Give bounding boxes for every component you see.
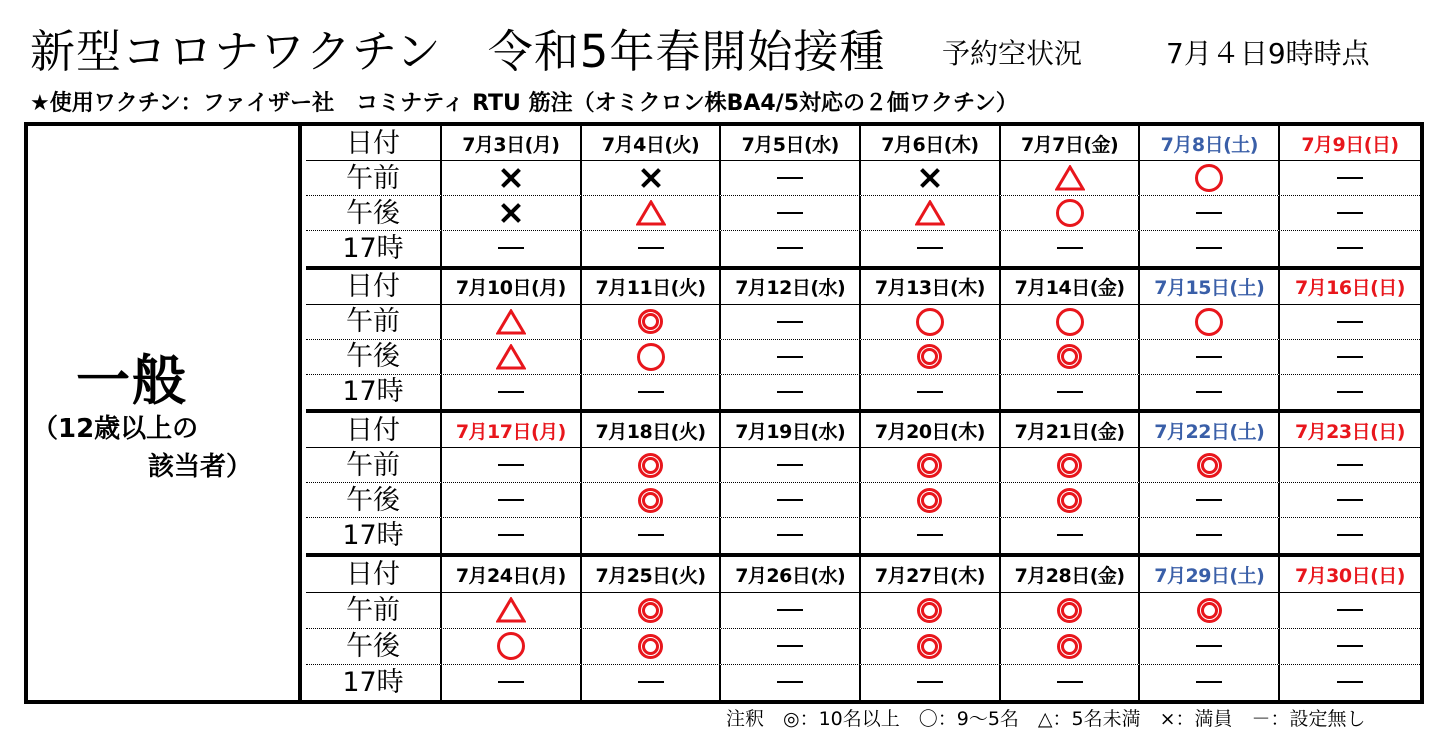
status-cell [582, 340, 722, 374]
dash-mark [777, 247, 803, 249]
date-row-label: 日付 [306, 557, 442, 592]
status-cell [1280, 593, 1420, 628]
circle-mark [916, 308, 944, 336]
date-cell [1280, 270, 1420, 304]
status-cell [582, 483, 722, 517]
date-row [306, 557, 1420, 593]
double-circle-mark [917, 453, 942, 478]
am-row-label: 午前 [306, 161, 442, 195]
status-cell [721, 665, 861, 700]
circle-mark [1056, 199, 1084, 227]
date-cell [721, 413, 861, 447]
circle-mark [1056, 308, 1084, 336]
triangle-mark [496, 344, 526, 370]
status-cell [1140, 448, 1280, 482]
dash-mark [1337, 356, 1363, 358]
pm-row [306, 196, 1420, 231]
dash-mark [777, 212, 803, 214]
triangle-mark [636, 200, 666, 226]
status-cell [1001, 161, 1141, 195]
status-cell [861, 448, 1001, 482]
cross-mark [501, 168, 521, 188]
date-text: 7月10日(月) [455, 277, 566, 300]
date-cell [861, 126, 1001, 160]
status-cell [1001, 593, 1141, 628]
am-row [306, 448, 1420, 483]
status-cell [442, 665, 582, 700]
date-text: 7月11日(火) [595, 277, 706, 300]
status-cell [861, 593, 1001, 628]
date-text: 7月7日(金) [1020, 133, 1119, 156]
triangle-mark [496, 309, 526, 335]
status-cell [442, 231, 582, 265]
status-cell [442, 196, 582, 230]
dash-mark [638, 681, 664, 683]
date-cell [442, 557, 582, 592]
date-cell [721, 557, 861, 592]
status-cell [721, 305, 861, 339]
status-cell [1140, 665, 1280, 700]
legend-note: 注釈 ◎：10名以上 〇：9～5名 △：5名未満 ×：満員 －：設定無し [726, 708, 1366, 730]
status-cell [861, 161, 1001, 195]
double-circle-mark [638, 598, 663, 623]
status-cell [582, 629, 722, 664]
status-cell [1280, 665, 1420, 700]
evening-row [306, 231, 1420, 265]
status-cell [721, 448, 861, 482]
status-cell [1140, 196, 1280, 230]
double-circle-mark [638, 488, 663, 513]
status-cell [1280, 518, 1420, 552]
dash-mark [1057, 247, 1083, 249]
date-text: 7月12日(水) [735, 277, 846, 300]
circle-mark [637, 343, 665, 371]
dash-mark [1337, 177, 1363, 179]
evening-row [306, 665, 1420, 700]
dash-mark [498, 534, 524, 536]
double-circle-mark [917, 488, 942, 513]
status-cell [442, 629, 582, 664]
dash-mark [1337, 534, 1363, 536]
double-circle-mark [1057, 634, 1082, 659]
date-text: 7月6日(木) [881, 133, 979, 156]
status-cell [442, 305, 582, 339]
double-circle-mark [1057, 344, 1082, 369]
pm-row-label: 午後 [306, 629, 442, 664]
triangle-mark [915, 200, 945, 226]
date-text: 7月19日(水) [735, 420, 846, 443]
date-text: 7月20日(木) [874, 420, 985, 443]
date-cell [861, 270, 1001, 304]
date-row [306, 413, 1420, 448]
evening-row-label: 17時 [306, 375, 442, 409]
double-circle-mark [1057, 598, 1082, 623]
status-cell [721, 593, 861, 628]
date-row-label: 日付 [306, 413, 442, 447]
date-cell [861, 413, 1001, 447]
double-circle-mark [1057, 453, 1082, 478]
date-cell [1280, 126, 1420, 160]
status-cell [1280, 231, 1420, 265]
am-row [306, 161, 1420, 196]
schedule-grid [306, 126, 1420, 700]
status-cell [721, 231, 861, 265]
date-text: 7月26日(水) [735, 564, 846, 587]
pm-row-label: 午後 [306, 196, 442, 230]
date-text: 7月16日(日) [1294, 277, 1405, 300]
status-cell [861, 629, 1001, 664]
dash-mark [498, 391, 524, 393]
dash-mark [498, 681, 524, 683]
dash-mark [638, 247, 664, 249]
dash-mark [1196, 681, 1222, 683]
date-text: 7月24日(月) [455, 564, 566, 587]
dash-mark [777, 681, 803, 683]
date-row-label: 日付 [306, 126, 442, 160]
pm-row [306, 629, 1420, 665]
status-cell [1140, 629, 1280, 664]
status-cell [1001, 196, 1141, 230]
dash-mark [1337, 609, 1363, 611]
dash-mark [498, 247, 524, 249]
status-cell [1001, 629, 1141, 664]
evening-row [306, 375, 1420, 409]
status-cell [861, 518, 1001, 552]
date-cell [1001, 270, 1141, 304]
status-cell [861, 483, 1001, 517]
am-row [306, 305, 1420, 340]
pm-row [306, 340, 1420, 375]
dash-mark [638, 391, 664, 393]
dash-mark [498, 464, 524, 466]
status-cell [582, 665, 722, 700]
date-cell [442, 413, 582, 447]
dash-mark [917, 247, 943, 249]
dash-mark [1337, 645, 1363, 647]
date-cell [1140, 270, 1280, 304]
category-cell [28, 126, 302, 700]
cross-mark [641, 168, 661, 188]
date-text: 7月22日(土) [1154, 420, 1265, 443]
dash-mark [917, 681, 943, 683]
double-circle-mark [638, 453, 663, 478]
date-cell [861, 557, 1001, 592]
evening-row-label: 17時 [306, 665, 442, 700]
dash-mark [1337, 212, 1363, 214]
date-text: 7月5日(水) [741, 133, 839, 156]
am-row-label: 午前 [306, 448, 442, 482]
dash-mark [1057, 391, 1083, 393]
pm-row [306, 483, 1420, 518]
status-cell [1140, 340, 1280, 374]
status-cell [442, 448, 582, 482]
status-cell [1280, 629, 1420, 664]
dash-mark [1337, 681, 1363, 683]
date-text: 7月29日(土) [1154, 564, 1265, 587]
double-circle-mark [917, 634, 942, 659]
status-cell [1001, 483, 1141, 517]
date-text: 7月27日(木) [874, 564, 985, 587]
week-block [306, 557, 1420, 701]
dash-mark [777, 391, 803, 393]
status-cell [582, 305, 722, 339]
status-cell [1140, 483, 1280, 517]
date-row [306, 126, 1420, 161]
date-cell [442, 126, 582, 160]
status-cell [1280, 448, 1420, 482]
status-cell [1001, 448, 1141, 482]
am-row-label: 午前 [306, 305, 442, 339]
pm-row-label: 午後 [306, 483, 442, 517]
date-cell [582, 413, 722, 447]
status-cell [442, 161, 582, 195]
dash-mark [777, 534, 803, 536]
status-cell [1140, 305, 1280, 339]
availability-table [24, 122, 1424, 704]
status-cell [861, 305, 1001, 339]
status-cell [1001, 340, 1141, 374]
category-name: 一般 [76, 349, 188, 412]
status-cell [1140, 593, 1280, 628]
page-title: 新型コロナワクチン 令和5年春開始接種 [30, 25, 886, 78]
status-cell [721, 340, 861, 374]
date-text: 7月23日(日) [1294, 420, 1405, 443]
status-cell [1001, 231, 1141, 265]
date-row-label: 日付 [306, 270, 442, 304]
status-cell [582, 593, 722, 628]
title-status-label: 予約空状況 [942, 37, 1083, 70]
title-timestamp: 7月４日9時時点 [1166, 37, 1370, 70]
circle-mark [1195, 308, 1223, 336]
date-cell [1140, 557, 1280, 592]
status-cell [721, 375, 861, 409]
triangle-mark [1055, 165, 1085, 191]
dash-mark [777, 321, 803, 323]
category-note-line1: （12歳以上の [32, 414, 199, 444]
date-text: 7月13日(木) [874, 277, 985, 300]
date-text: 7月9日(日) [1301, 133, 1399, 156]
dash-mark [777, 464, 803, 466]
status-cell [1001, 305, 1141, 339]
date-cell [582, 126, 722, 160]
status-cell [582, 518, 722, 552]
vaccine-info: ★使用ワクチン：ファイザー社 コミナティ RTU 筋注（オミクロン株BA4/5対応の２価ワクチン） [30, 91, 1018, 116]
circle-mark [1195, 164, 1223, 192]
dash-mark [1337, 391, 1363, 393]
status-cell [582, 161, 722, 195]
status-cell [721, 629, 861, 664]
dash-mark [1337, 464, 1363, 466]
status-cell [1001, 375, 1141, 409]
date-text: 7月28日(金) [1014, 564, 1125, 587]
status-cell [582, 448, 722, 482]
double-circle-mark [638, 309, 663, 334]
double-circle-mark [917, 598, 942, 623]
status-cell [861, 196, 1001, 230]
am-row-label: 午前 [306, 593, 442, 628]
date-cell [1280, 413, 1420, 447]
status-cell [1280, 340, 1420, 374]
status-cell [1140, 161, 1280, 195]
dash-mark [1196, 645, 1222, 647]
dash-mark [917, 391, 943, 393]
date-text: 7月18日(火) [595, 420, 706, 443]
week-block [306, 413, 1420, 557]
dash-mark [1196, 356, 1222, 358]
double-circle-mark [1197, 453, 1222, 478]
date-cell [1001, 557, 1141, 592]
dash-mark [1057, 534, 1083, 536]
status-cell [582, 196, 722, 230]
dash-mark [777, 645, 803, 647]
status-cell [1280, 375, 1420, 409]
evening-row [306, 518, 1420, 552]
double-circle-mark [1057, 488, 1082, 513]
circle-mark [497, 632, 525, 660]
status-cell [442, 483, 582, 517]
date-cell [1140, 413, 1280, 447]
dash-mark [1337, 321, 1363, 323]
date-text: 7月3日(月) [462, 133, 560, 156]
date-text: 7月4日(火) [601, 133, 700, 156]
status-cell [1280, 483, 1420, 517]
status-cell [1140, 375, 1280, 409]
status-cell [721, 518, 861, 552]
dash-mark [1337, 499, 1363, 501]
status-cell [861, 231, 1001, 265]
status-cell [582, 375, 722, 409]
dash-mark [1196, 247, 1222, 249]
dash-mark [777, 177, 803, 179]
status-cell [721, 483, 861, 517]
status-cell [1140, 518, 1280, 552]
date-cell [1280, 557, 1420, 592]
date-cell [442, 270, 582, 304]
cross-mark [920, 168, 940, 188]
evening-row-label: 17時 [306, 518, 442, 552]
dash-mark [638, 534, 664, 536]
dash-mark [1196, 534, 1222, 536]
date-cell [582, 557, 722, 592]
triangle-mark [496, 597, 526, 623]
double-circle-mark [638, 634, 663, 659]
status-cell [721, 196, 861, 230]
dash-mark [1057, 681, 1083, 683]
status-cell [1001, 665, 1141, 700]
date-text: 7月8日(土) [1160, 133, 1258, 156]
week-block [306, 126, 1420, 270]
am-row [306, 593, 1420, 629]
category-note-line2: 該当者） [148, 452, 253, 482]
evening-row-label: 17時 [306, 231, 442, 265]
date-text: 7月17日(月) [455, 420, 566, 443]
double-circle-mark [1197, 598, 1222, 623]
double-circle-mark [917, 344, 942, 369]
date-text: 7月25日(火) [595, 564, 706, 587]
date-text: 7月15日(土) [1154, 277, 1265, 300]
date-cell [1001, 413, 1141, 447]
date-cell [1140, 126, 1280, 160]
dash-mark [917, 534, 943, 536]
date-text: 7月30日(日) [1294, 564, 1405, 587]
status-cell [721, 161, 861, 195]
dash-mark [1196, 391, 1222, 393]
dash-mark [1196, 212, 1222, 214]
status-cell [1280, 161, 1420, 195]
status-cell [861, 375, 1001, 409]
pm-row-label: 午後 [306, 340, 442, 374]
status-cell [442, 340, 582, 374]
date-text: 7月14日(金) [1014, 277, 1125, 300]
dash-mark [777, 356, 803, 358]
date-cell [1001, 126, 1141, 160]
status-cell [442, 518, 582, 552]
dash-mark [1196, 499, 1222, 501]
status-cell [1280, 305, 1420, 339]
cross-mark [501, 203, 521, 223]
date-cell [721, 270, 861, 304]
date-text: 7月21日(金) [1014, 420, 1125, 443]
status-cell [861, 665, 1001, 700]
status-cell [1280, 196, 1420, 230]
dash-mark [777, 499, 803, 501]
status-cell [582, 231, 722, 265]
week-block [306, 270, 1420, 414]
date-row [306, 270, 1420, 305]
status-cell [1140, 231, 1280, 265]
date-cell [721, 126, 861, 160]
dash-mark [498, 499, 524, 501]
status-cell [442, 593, 582, 628]
status-cell [442, 375, 582, 409]
status-cell [861, 340, 1001, 374]
dash-mark [777, 609, 803, 611]
dash-mark [1337, 247, 1363, 249]
status-cell [1001, 518, 1141, 552]
date-cell [582, 270, 722, 304]
